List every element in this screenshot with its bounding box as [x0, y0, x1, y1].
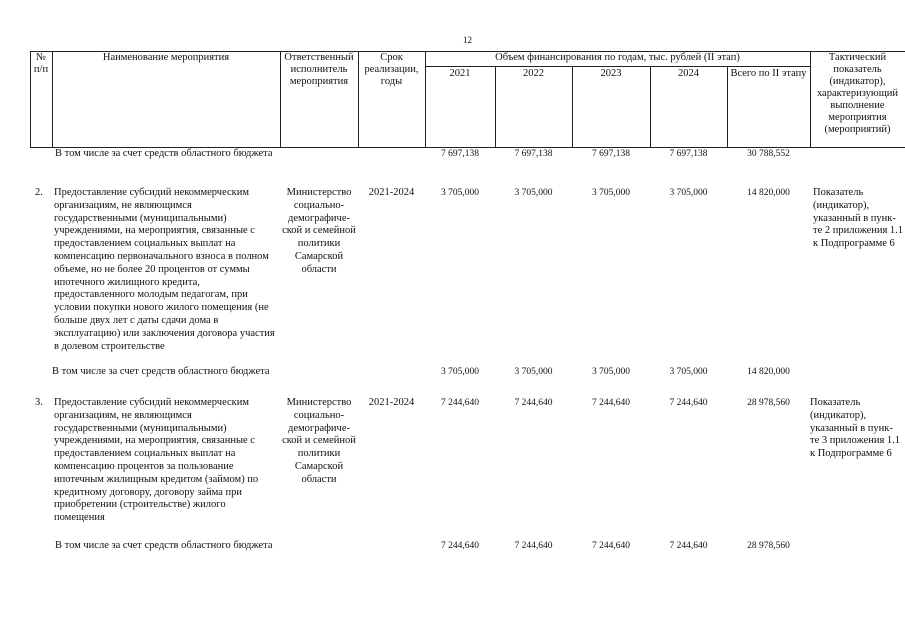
- subtotal-2022: 7 244,640: [514, 541, 553, 551]
- header-num: № п/п: [33, 52, 49, 75]
- item-term: 2021-2024: [368, 397, 415, 408]
- subtotal-2024: 3 705,000: [669, 367, 708, 377]
- header-year-2024: 2024: [678, 68, 699, 79]
- item-responsible: Министерство социально- демографиче- ской и семейной политики Самарской области: [282, 187, 356, 275]
- header-year-2023: 2023: [600, 68, 622, 79]
- subtotal-2022: 3 705,000: [514, 367, 553, 377]
- header-responsible: Ответственный исполнитель мероприятия: [284, 52, 354, 87]
- item-total: 28 978,560: [747, 398, 790, 408]
- item-2021: 3 705,000: [441, 188, 479, 198]
- item-2023: 7 244,640: [592, 398, 630, 408]
- item-responsible: Министерство социально- демографиче- ской и семейной политики Самарской области: [282, 397, 356, 485]
- subtotal-label: В том числе за счет средств областного бюджета: [55, 148, 273, 159]
- header-indicator: Тактический показатель (индикатор), характеризующий выполнение мероприятия (мероприятий): [816, 52, 899, 135]
- subtotal-2024: 7 244,640: [669, 541, 708, 551]
- subtotal-2023: 3 705,000: [592, 367, 630, 377]
- item-term: 2021-2024: [368, 187, 415, 198]
- subtotal-2022: 7 697,138: [514, 149, 553, 159]
- item-2022: 3 705,000: [514, 188, 553, 198]
- header-term: Срок реализации, годы: [364, 52, 419, 87]
- page-number: 12: [463, 35, 472, 45]
- item-name: Предоставление субсидий некоммерческим организациям, не являющимся государственными (муниципальными) учреждениями, на мероприятия, связанные с предоставлением социальных выплат на компенсацию первоначального взноса в полном объеме, но не более 20 процентов от суммы ипотечного жилищного кредита, предоставленного молодым педагогам, при условии покупки нового жилого помещения (не больше двух лет с даты сдачи дома в эксплуатацию) или заключения договора участия в долевом строительстве: [54, 187, 275, 352]
- item-2022: 7 244,640: [514, 398, 553, 408]
- header-year-2022: 2022: [523, 68, 544, 79]
- subtotal-2021: 7 697,138: [441, 149, 479, 159]
- header-funding: Объем финансирования по годам, тыс. рублей (II этап): [495, 52, 740, 63]
- subtotal-label: В том числе за счет средств областного бюджета: [52, 366, 270, 377]
- header-total: Всего по II этапу: [730, 68, 807, 79]
- subtotal-total: 30 788,552: [747, 149, 790, 159]
- item-2024: 7 244,640: [669, 398, 708, 408]
- item-total: 14 820,000: [747, 188, 790, 198]
- subtotal-total: 14 820,000: [747, 367, 790, 377]
- subtotal-2023: 7 244,640: [592, 541, 630, 551]
- subtotal-total: 28 978,560: [747, 541, 790, 551]
- item-indicator: Показатель (индикатор), указанный в пунк- те 2 приложения 1.1 к Подпрограмме 6: [813, 187, 904, 250]
- subtotal-2023: 7 697,138: [592, 149, 630, 159]
- header-name: Наименование мероприятия: [102, 52, 230, 63]
- item-2021: 7 244,640: [441, 398, 479, 408]
- item-num: 3.: [35, 397, 43, 408]
- subtotal-2021: 3 705,000: [441, 367, 479, 377]
- header-year-2021: 2021: [449, 68, 471, 79]
- subtotal-2024: 7 697,138: [669, 149, 708, 159]
- item-num: 2.: [35, 187, 43, 198]
- item-name: Предоставление субсидий некоммерческим организациям, не являющимся государственными (муниципальными) учреждениями, на мероприятия, связанные с предоставлением социальных выплат на компенсацию процентов за пользование ипотечным жилищным кредитом (займом) по кредитному договору, договору займа при приобретении (строительстве) жилого помещения: [54, 397, 259, 524]
- item-indicator: Показатель (индикатор), указанный в пунк- те 3 приложения 1.1 к Подпрограмме 6: [810, 397, 901, 460]
- item-2024: 3 705,000: [669, 188, 708, 198]
- subtotal-2021: 7 244,640: [441, 541, 479, 551]
- item-2023: 3 705,000: [592, 188, 630, 198]
- subtotal-label: В том числе за счет средств областного бюджета: [55, 540, 273, 551]
